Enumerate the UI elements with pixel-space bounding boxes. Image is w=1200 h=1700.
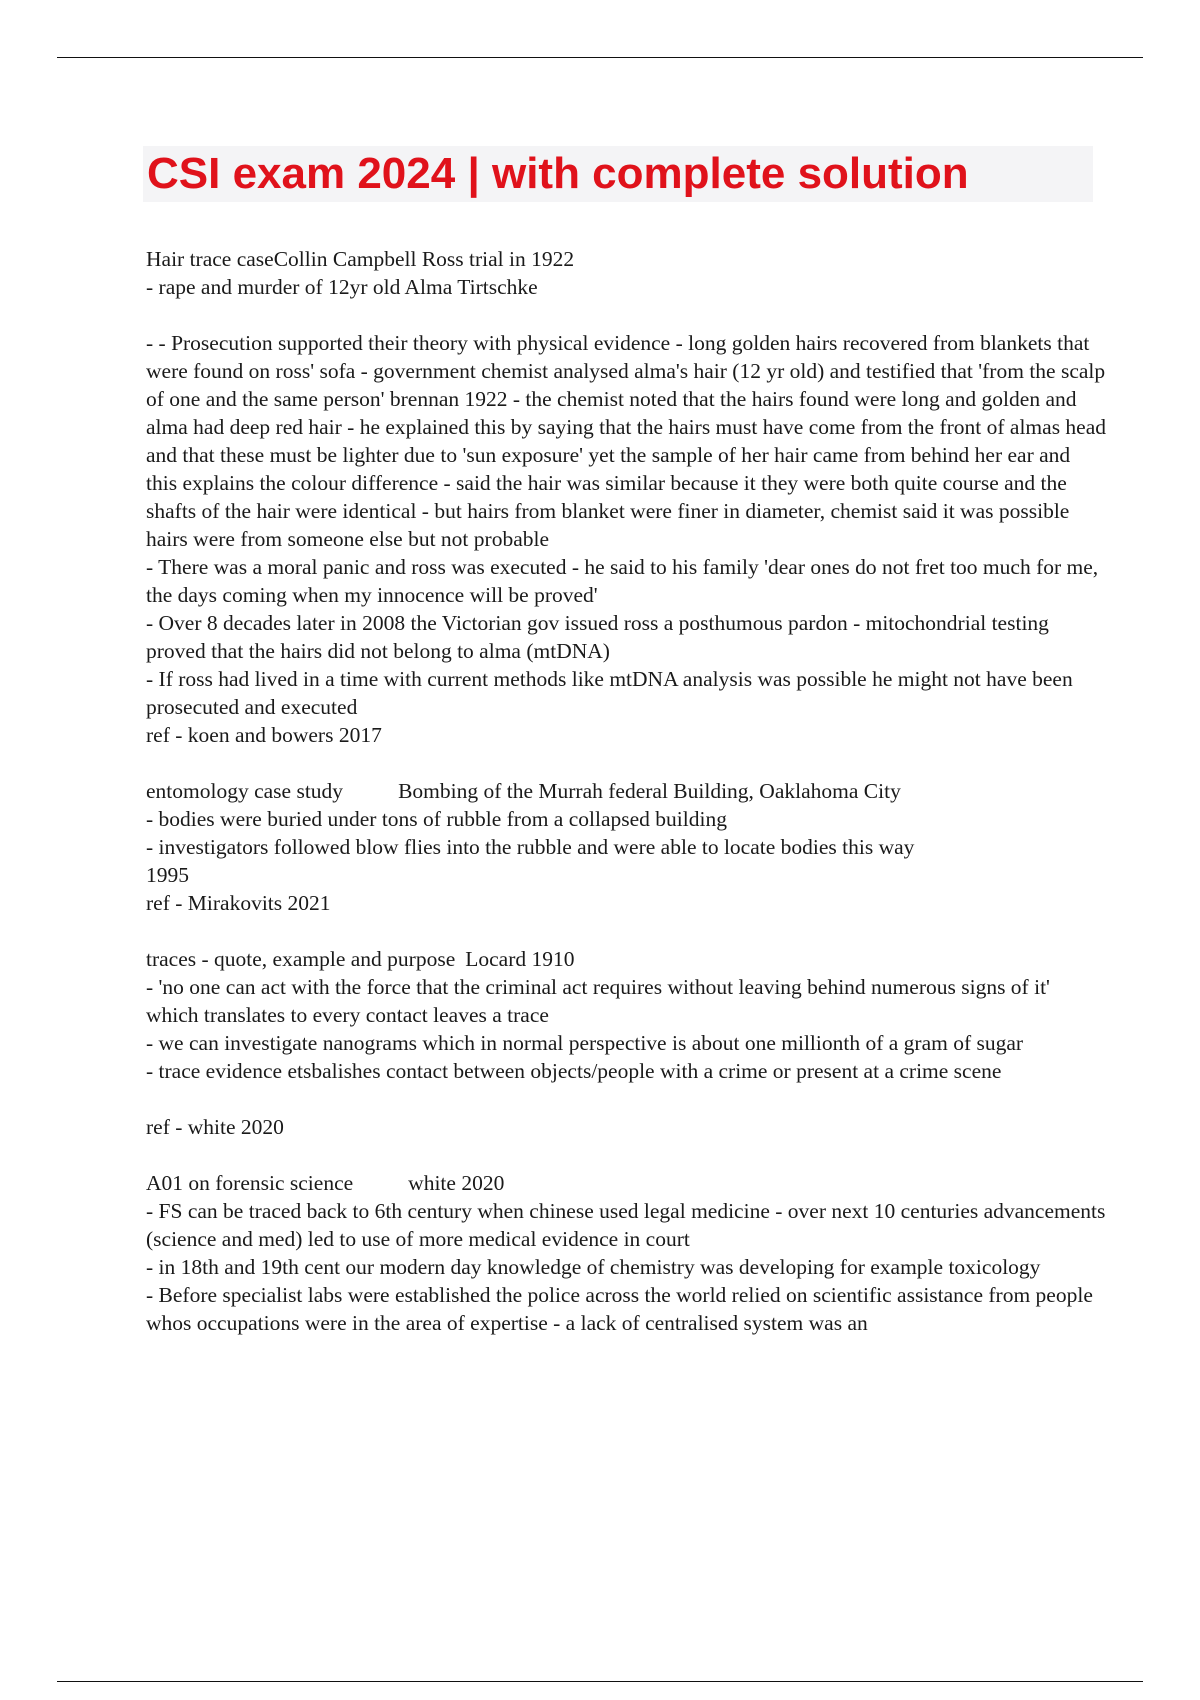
card-line: 1995 [146,863,189,887]
card-paragraph: - we can investigate nanograms which in normal perspective is about one millionth of a gram of sugar [146,1031,1024,1055]
card-head [146,945,1106,973]
card-paragraph: - Before specialist labs were established the police across the world relied on scientific assistance from people whos occupations were in the area of expertise - a lack of centralised system was an [146,1283,1093,1335]
card-line: - investigators followed blow flies into the rubble and were able to locate bodies this way [146,835,915,859]
card-paragraph: - 'no one can act with the force that the criminal act requires without leaving behind numerous signs of it' which translates to every contact leaves a trace [146,975,1050,1027]
card-term: A01 on forensic science [146,1171,354,1195]
card-answer-head: Collin Campbell Ross trial in 1922 [273,247,575,271]
card-line: - rape and murder of 12yr old Alma Tirtschke [146,275,538,299]
card-head [146,1169,1106,1197]
card-paragraph: - There was a moral panic and ross was executed - he said to his family 'dear ones do not fret too much for me, the days coming when my innocence will be proved' [146,555,1099,607]
card-traces [146,945,1106,1141]
card-paragraph: - If ross had lived in a time with current methods like mtDNA analysis was possible he might not have been prosecuted and executed [146,667,1073,719]
card-entomology [146,777,1106,917]
card-reference: ref - white 2020 [146,1115,284,1139]
card-term: Hair trace case [146,247,274,271]
card-reference: ref - Mirakovits 2021 [146,891,331,915]
card-paragraph: - FS can be traced back to 6th century when chinese used legal medicine - over next 10 centuries advancements (science and med) led to use of more medical evidence in court [146,1199,1106,1251]
header-rule [57,57,1143,58]
card-paragraph: - - Prosecution supported their theory with physical evidence - long golden hairs recovered from blankets that were found on ross' sofa - government chemist analysed alma's hair (12 yr old) and testified that 'from the scalp of one and the same person' brennan 1922 - the chemist noted that the hairs found were long and golden and alma had deep red hair - he explained this by saying that the hairs must have come from the front of almas head and that these must be lighter due to 'sun exposure' yet the sample of her hair came from behind her ear and this explains the colour difference - said the hair was similar because it they were both quite course and the shafts of the hair were identical - but hairs from blanket were finer in diameter, chemist said it was possible hairs were from someone else but not probable [146,331,1107,551]
card-head [146,245,1106,273]
card-head [146,777,1106,805]
document-body [146,245,1106,1365]
card-answer-head: white 2020 [408,1171,505,1195]
card-paragraph: - trace evidence etsbalishes contact between objects/people with a crime or present at a crime scene [146,1059,1002,1083]
document-title: CSI exam 2024 | with complete solution [147,149,969,198]
card-term: traces - quote, example and purpose [146,947,456,971]
card-answer-head: Locard 1910 [465,947,575,971]
card-reference: ref - koen and bowers 2017 [146,723,382,747]
card-paragraph: - Over 8 decades later in 2008 the Victorian gov issued ross a posthumous pardon - mitochondrial testing proved that the hairs did not belong to alma (mtDNA) [146,611,1049,663]
card-answer-head: Bombing of the Murrah federal Building, Oaklahoma City [398,779,901,803]
card-term: entomology case study [146,779,344,803]
card-line: - bodies were buried under tons of rubble from a collapsed building [146,807,727,831]
card-a01 [146,1169,1106,1337]
footer-rule [57,1681,1143,1682]
blank-line [146,301,1106,329]
blank-line [146,1085,1106,1113]
card-hair-trace [146,245,1106,749]
card-paragraph: - in 18th and 19th cent our modern day knowledge of chemistry was developing for example toxicology [146,1255,1041,1279]
